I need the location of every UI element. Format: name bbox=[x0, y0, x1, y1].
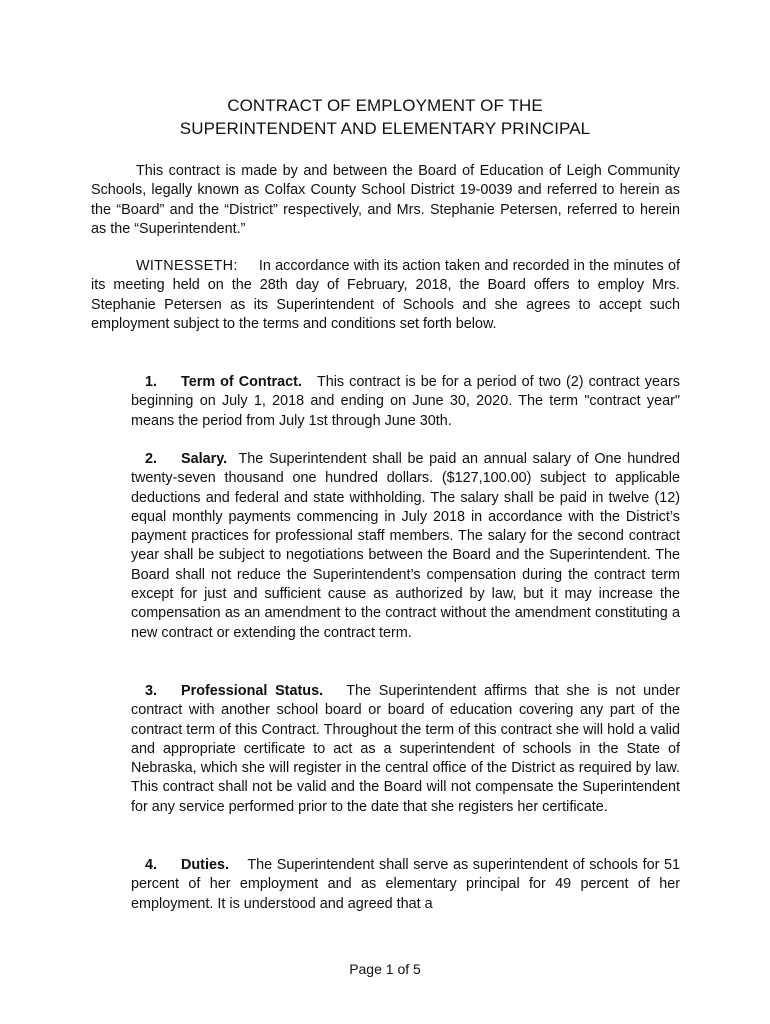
section-heading: Term of Contract. bbox=[181, 374, 302, 390]
section-duties bbox=[131, 856, 680, 914]
section-heading: Salary. bbox=[181, 451, 228, 467]
section-number: 1. bbox=[145, 374, 158, 390]
section-number: 4. bbox=[145, 857, 158, 873]
page-number-footer: Page 1 of 5 bbox=[349, 961, 421, 977]
section-heading: Professional Status. bbox=[181, 683, 324, 699]
section-salary bbox=[131, 450, 680, 643]
section-professional-status bbox=[131, 682, 680, 817]
witnesseth-label: WITNESSETH: bbox=[136, 258, 238, 274]
section-text: The Superintendent shall serve as superintendent of schools for 51 percent of her employment and as elementary principal for 49 percent of her employment. It is understood and agreed that a bbox=[131, 857, 680, 912]
intro-paragraph: This contract is made by and between the Board of Education of Leigh Community Schools, legally known as Colfax County School District 19-0039 and referred to herein as the “Board” and the “District” respectively, and Mrs. Stephanie Petersen, referred to herein as the “Superintendent.” bbox=[91, 163, 680, 237]
section-number: 2. bbox=[145, 451, 158, 467]
witnesseth-paragraph bbox=[91, 257, 680, 334]
contract-title-line-2: SUPERINTENDENT AND ELEMENTARY PRINCIPAL bbox=[179, 119, 591, 138]
witnesseth-text: In accordance with its action taken and recorded in the minutes of its meeting held on the 28th day of February, 2018, the Board offers to employ Mrs. Stephanie Petersen as its Superintendent of Schools and she agrees to accept such employment subject to the terms and conditions set forth below. bbox=[91, 258, 680, 332]
section-text: This contract is be for a period of two (2) contract years beginning on July 1, 2018 and ending on June 30, 2020. The term "contract year" means the period from July 1st through June 30th. bbox=[131, 374, 680, 429]
section-number: 3. bbox=[145, 683, 158, 699]
section-term-of-contract bbox=[131, 373, 680, 431]
section-heading: Duties. bbox=[181, 857, 229, 873]
contract-title-line-1: CONTRACT OF EMPLOYMENT OF THE bbox=[227, 96, 543, 115]
section-text: The Superintendent affirms that she is not under contract with another school board or board of education covering any part of the contract term of this Contract. Throughout the term of this contract she will hold a valid and appropriate certificate to act as a superintendent of schools in the State of Nebraska, which she will register in the central office of the District as required by law. This contract shall not be valid and the Board will not compensate the Superintendent for any service performed prior to the date that she registers her certificate. bbox=[131, 683, 680, 815]
section-text: The Superintendent shall be paid an annual salary of One hundred twenty-seven thousand one hundred dollars. ($127,100.00) subject to applicable deductions and federal and state withholding. The salary shall be paid in twelve (12) equal monthly payments commencing in July 2018 in accordance with the District’s payment practices for professional staff members. The salary for the second contract year shall be subject to negotiations between the Board and the Superintendent. The Board shall not reduce the Superintendent’s compensation during the contract term except for just and sufficient cause as authorized by law, but it may increase the compensation as an amendment to the contract without the amendment constituting a new contract or extending the contract term. bbox=[131, 451, 681, 641]
